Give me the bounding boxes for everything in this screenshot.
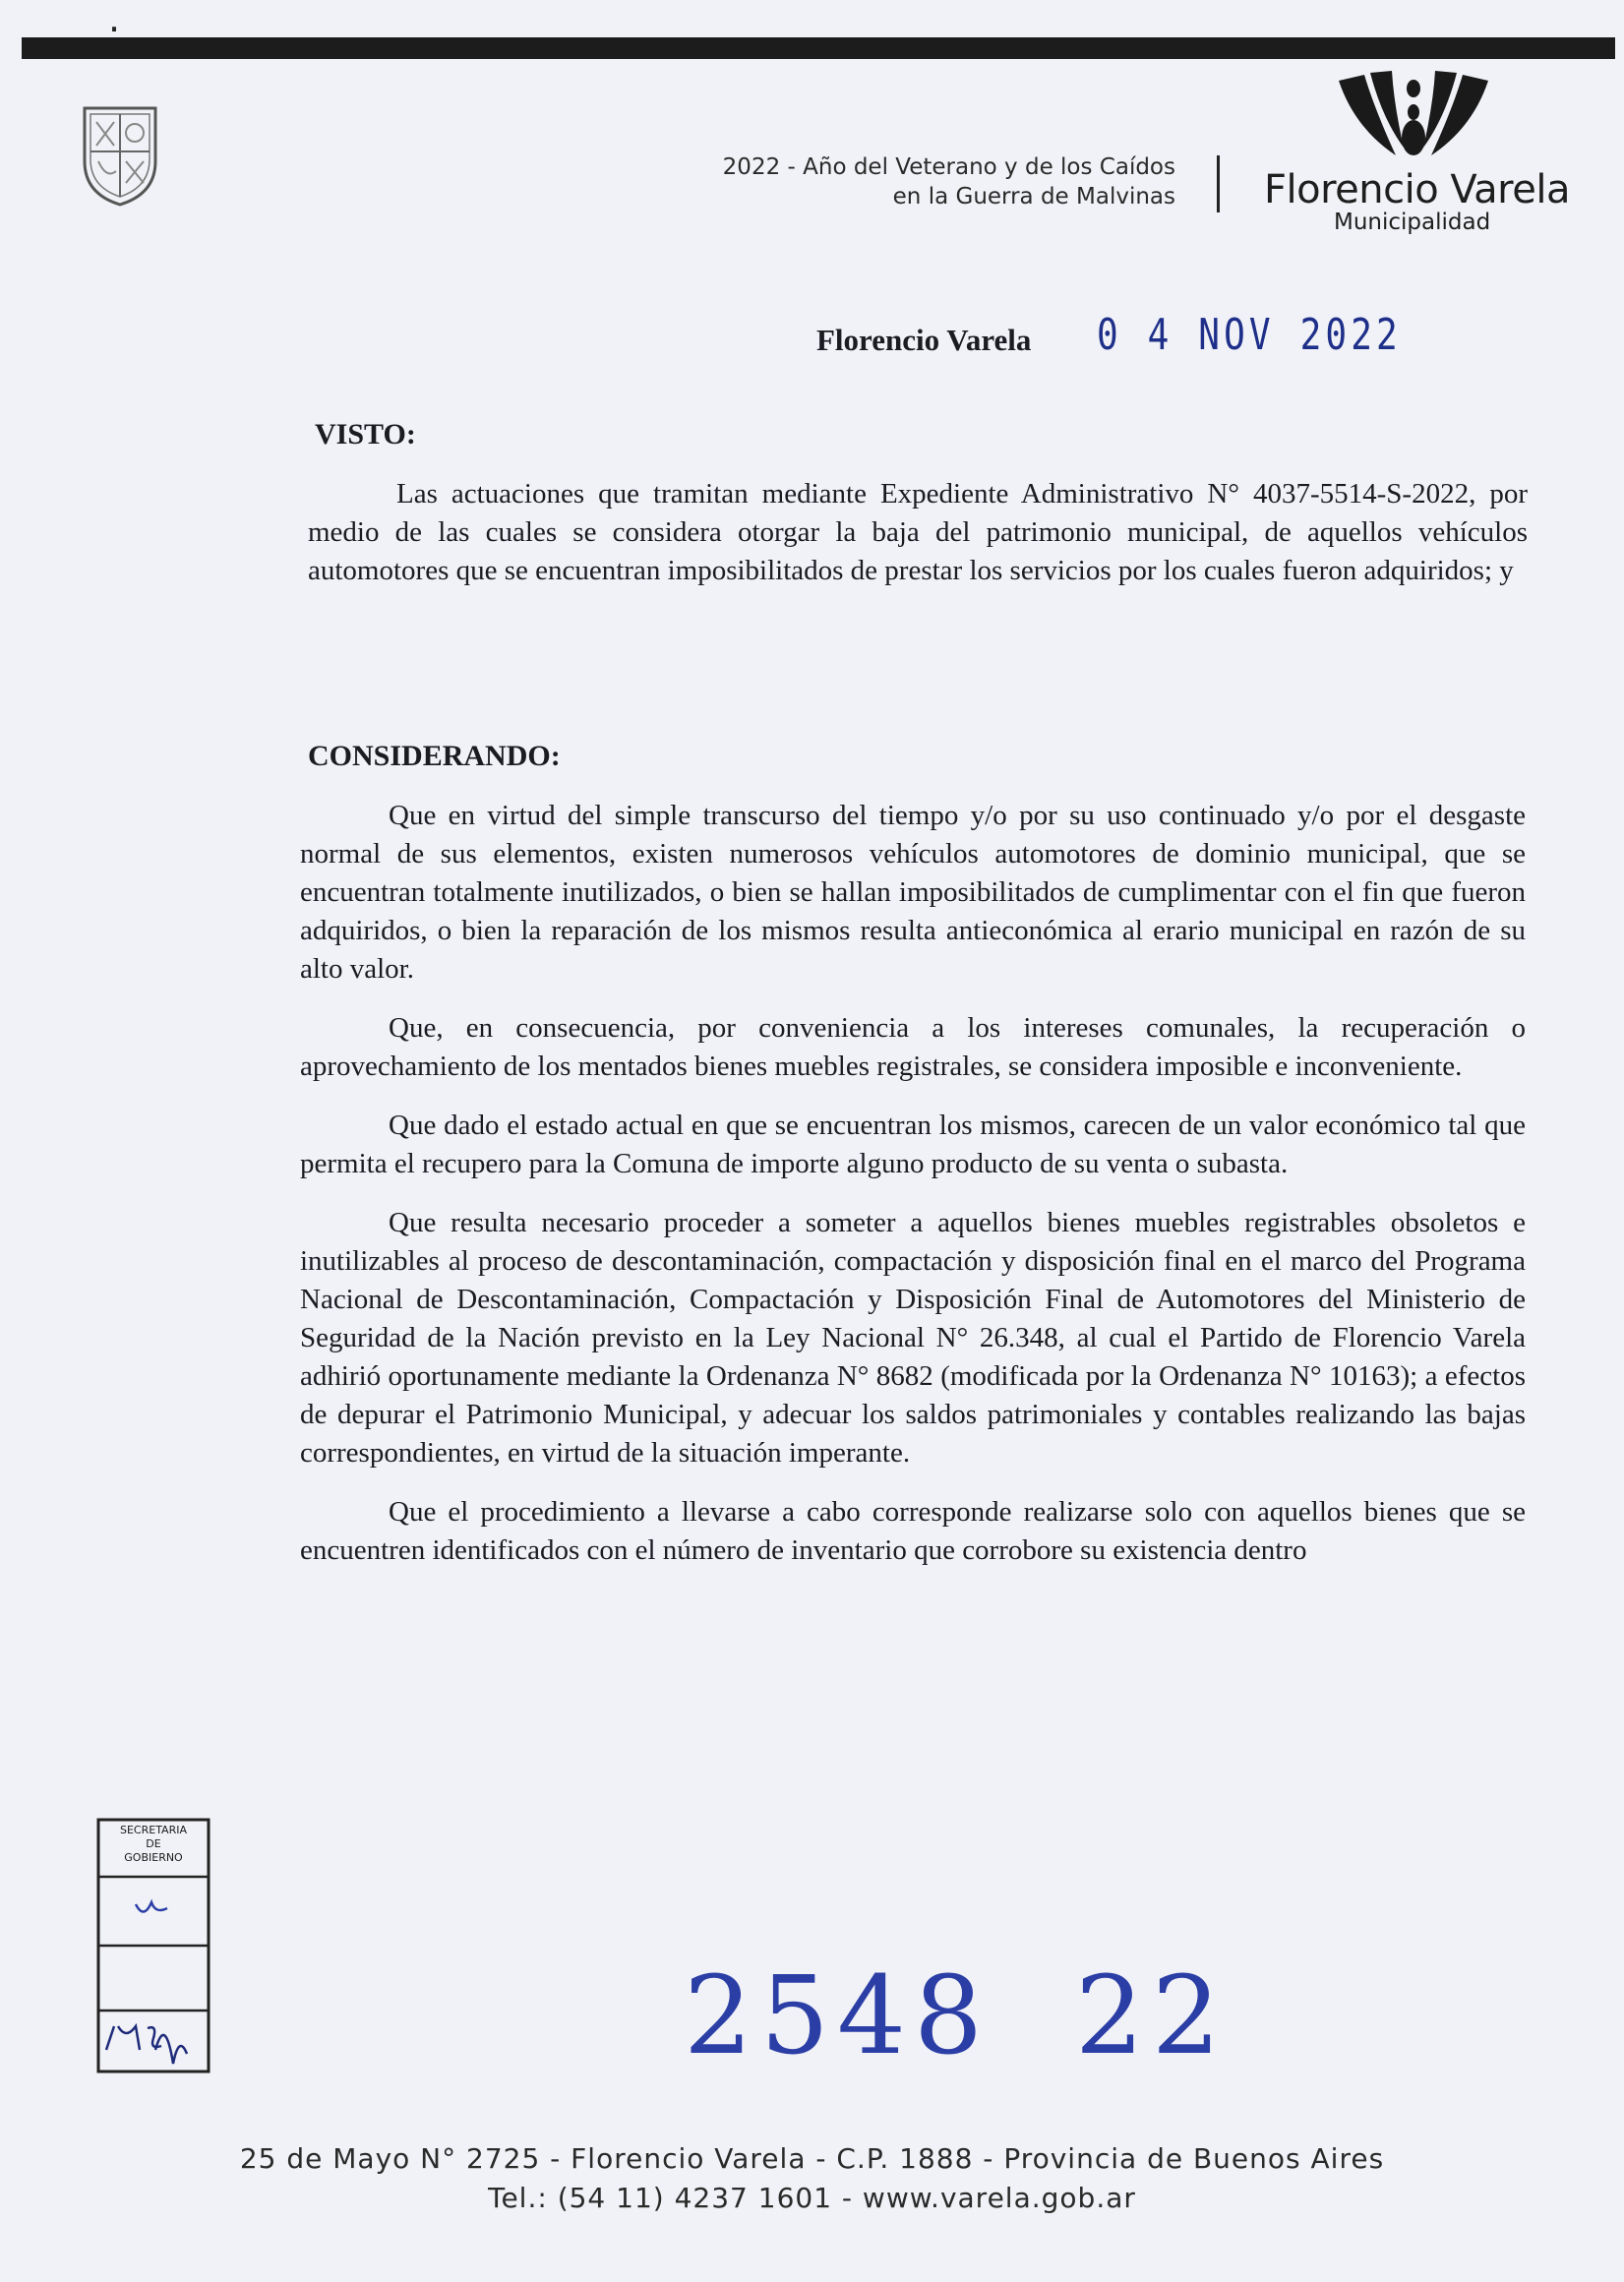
- slogan-line-2: en la Guerra de Malvinas: [892, 184, 1175, 210]
- municipal-crest-icon: [77, 100, 163, 209]
- brand-subtitle: Municipalidad: [1334, 210, 1491, 235]
- top-scan-bar: [22, 37, 1615, 59]
- resolution-number-stamp: 2548 22: [684, 1952, 1229, 2078]
- stamp-line-3: GOBIERNO: [124, 1851, 183, 1864]
- considerando-paragraph-1: Que en virtud del simple transcurso del tiempo y/o por su uso continuado y/o por el desgaste normal de sus elementos, existen numerosos vehículos automotores de dominio municipal, que se encuentran totalmente inutilizados, o bien se hallan imposibilitados de cumplimentar con el fin que fueron adquiridos, o bien la reparación de los mismos resulta antieconómica al erario municipal en razón de su alto valor.: [300, 800, 1526, 985]
- brand-name: Florencio Varela: [1264, 167, 1570, 212]
- footer-contact: Tel.: (54 11) 4237 1601 - www.varela.gob.ar: [488, 2182, 1136, 2214]
- year-slogan: [723, 152, 1175, 211]
- header-divider: [1217, 155, 1220, 212]
- footer-address: 25 de Mayo N° 2725 - Florencio Varela - C.P. 1888 - Provincia de Buenos Aires: [239, 2142, 1385, 2175]
- dateline-place: Florencio Varela: [816, 323, 1032, 357]
- municipality-logo-icon: [1335, 69, 1492, 177]
- considerando-section: [300, 797, 1526, 1591]
- scan-mark: ·: [108, 8, 121, 51]
- stamp-line-1: SECRETARIA: [119, 1824, 187, 1836]
- secretaria-stamp-label: [102, 1824, 205, 1865]
- slogan-line-1: 2022 - Año del Veterano y de los Caídos: [722, 154, 1175, 180]
- considerando-paragraph-3: Que dado el estado actual en que se encuentran los mismos, carecen de un valor económico tal que permita el recupero para la Comuna de importe alguno producto de su venta o subasta.: [300, 1110, 1526, 1179]
- visto-section: [308, 475, 1528, 611]
- considerando-paragraph-4: Que resulta necesario proceder a someter a aquellos bienes muebles registrables obsoletos e inutilizables al proceso de descontaminación, compactación y disposición final en el marco del Programa Nacional de Descontaminación, Compactación y Disposición Final de Automotores del Ministerio de Seguridad de la Nación previsto en la Ley Nacional N° 26.348, al cual el Partido de Florencio Varela adhirió oportunamente mediante la Ordenanza N° 8682 (modificada por la Ordenanza N° 10163); a efectos de depurar el Patrimonio Municipal, y adecuar los saldos patrimoniales y contables realizando las bajas correspondientes, en virtud de la situación imperante.: [300, 1207, 1526, 1469]
- date-stamp: 0 4 NOV 2022: [1097, 310, 1402, 360]
- visto-heading: VISTO:: [315, 418, 416, 450]
- considerando-heading: CONSIDERANDO:: [308, 740, 561, 772]
- considerando-paragraph-5: Que el procedimiento a llevarse a cabo corresponde realizarse solo con aquellos bienes que se encuentren identificados con el número de inventario que corrobore su existencia dentro: [300, 1496, 1526, 1566]
- considerando-paragraph-2: Que, en consecuencia, por conveniencia a los intereses comunales, la recuperación o aprovechamiento de los mentados bienes muebles registrales, se considera imposible e inconveniente.: [300, 1012, 1526, 1082]
- stamp-line-2: DE: [146, 1837, 161, 1850]
- visto-paragraph: Las actuaciones que tramitan mediante Expediente Administrativo N° 4037-5514-S-2022, por medio de las cuales se considera otorgar la baja del patrimonio municipal, de aquellos vehículos automotores que se encuentran imposibilitados de prestar los servicios por los cuales fueron adquiridos; y: [308, 478, 1528, 586]
